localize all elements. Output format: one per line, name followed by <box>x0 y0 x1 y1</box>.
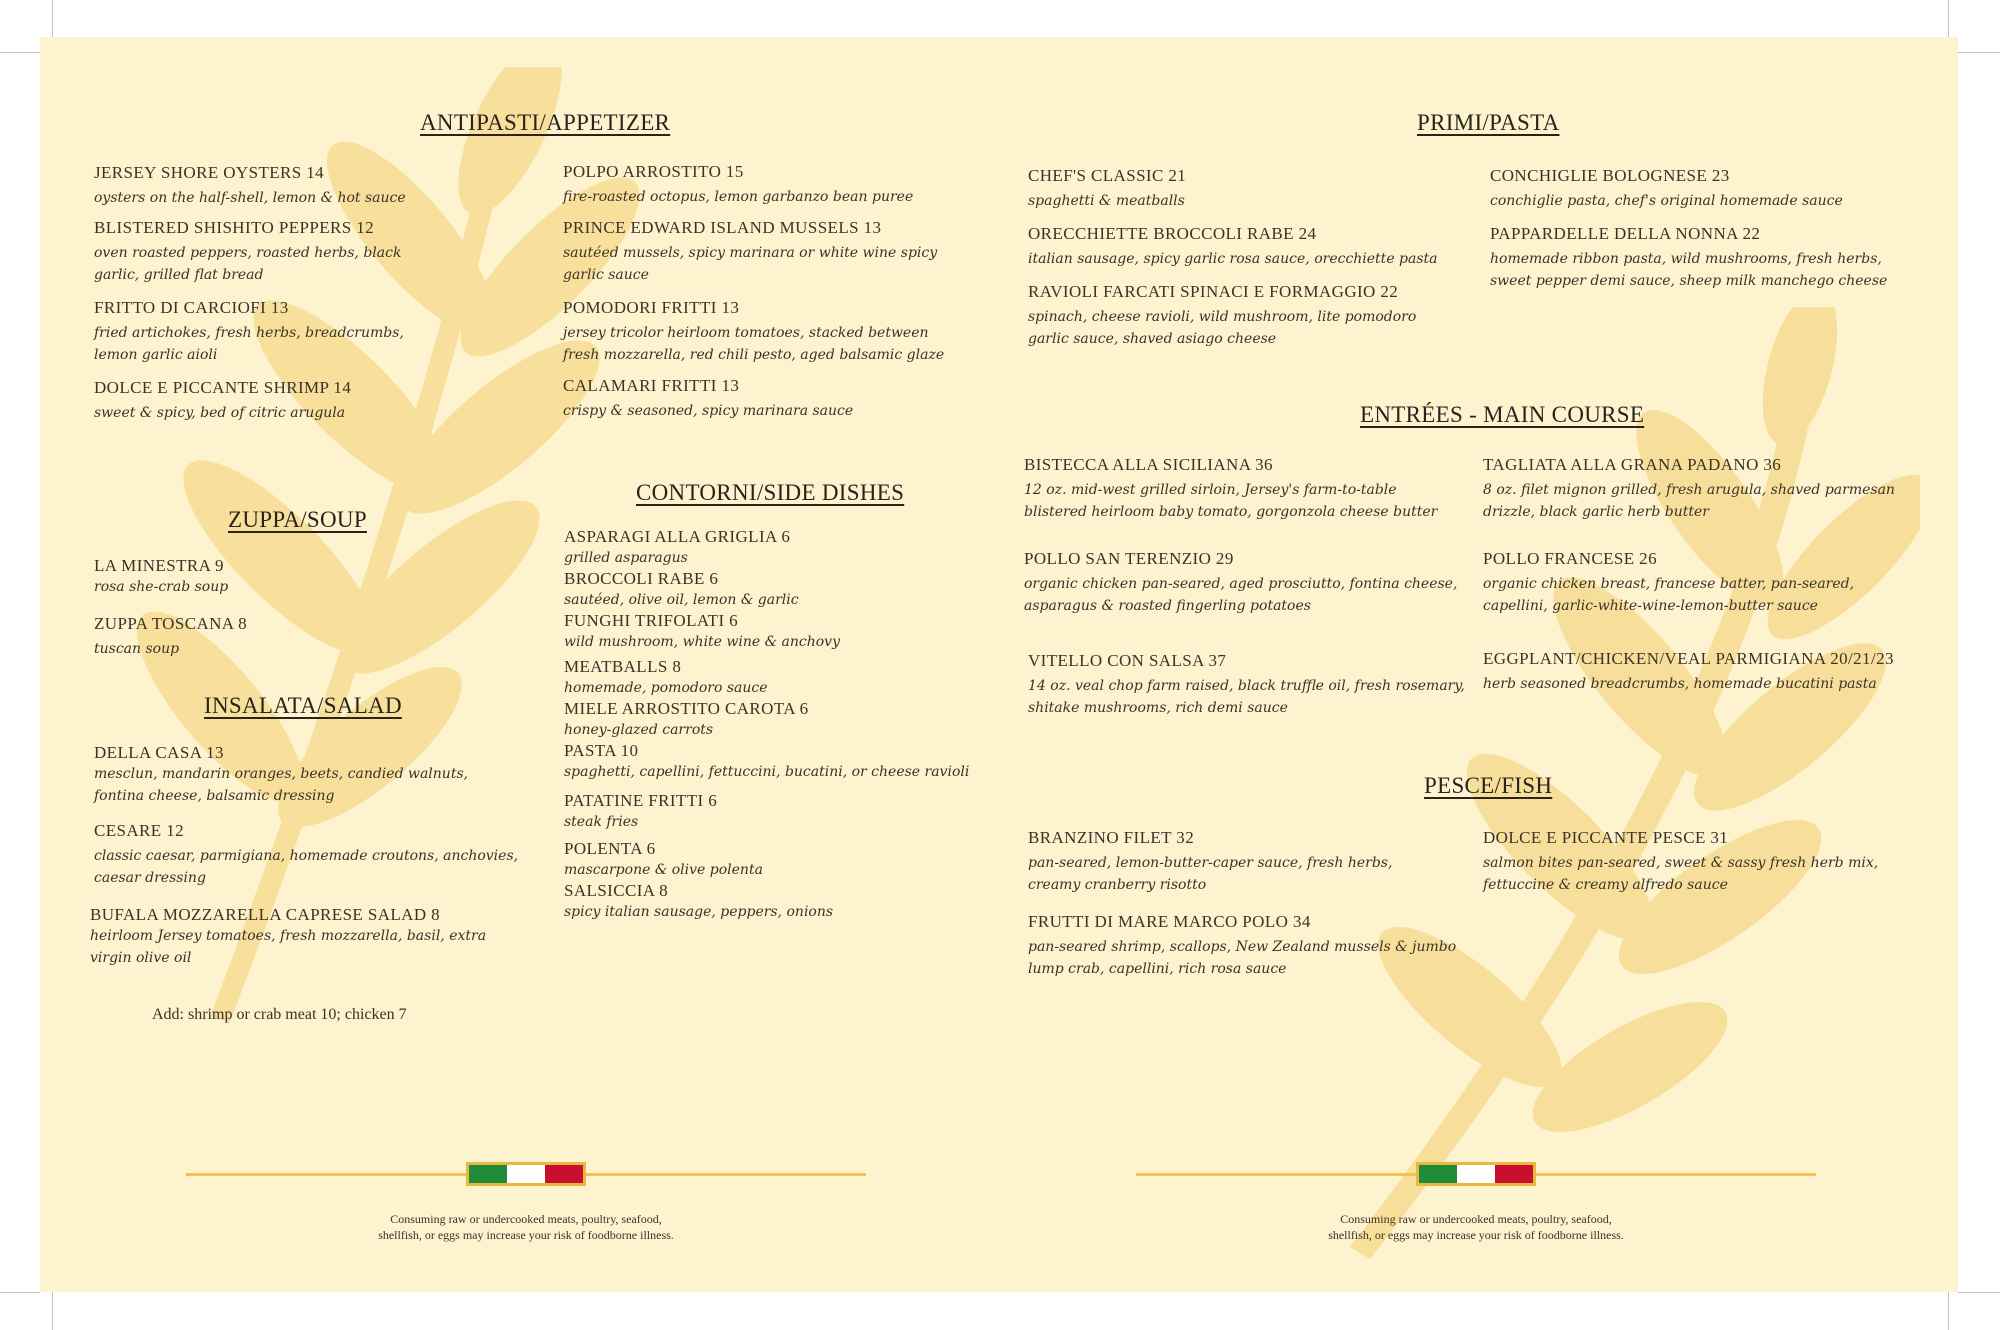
item-name: CALAMARI FRITTI 13 <box>563 376 740 395</box>
item-description: oysters on the half-shell, lemon & hot sauce <box>94 190 406 206</box>
warning-line: Consuming raw or undercooked meats, poultry, seafood, <box>390 1212 662 1226</box>
menu-item <box>1028 166 1458 212</box>
food-safety-warning <box>316 1211 736 1243</box>
item-name: PASTA 10 <box>564 741 639 760</box>
menu-item <box>564 881 1004 923</box>
menu-item <box>90 905 524 969</box>
menu-item <box>564 699 1004 741</box>
crop-mark <box>52 0 53 37</box>
item-description: heirloom Jersey tomatoes, fresh mozzarella, basil, extra virgin olive oil <box>90 928 487 966</box>
item-name: BLISTERED SHISHITO PEPPERS 12 <box>94 218 375 237</box>
item-name: TAGLIATA ALLA GRANA PADANO 36 <box>1483 455 1782 474</box>
item-description: spicy italian sausage, peppers, onions <box>564 904 834 920</box>
item-name: PRINCE EDWARD ISLAND MUSSELS 13 <box>563 218 882 237</box>
item-name: RAVIOLI FARCATI SPINACI E FORMAGGIO 22 <box>1028 282 1399 301</box>
menu-item <box>563 298 983 366</box>
menu-item <box>1028 224 1458 270</box>
item-name: EGGPLANT/CHICKEN/VEAL PARMIGIANA 20/21/23 <box>1483 649 1894 668</box>
add-protein-note: Add: shrimp or crab meat 10; chicken 7 <box>152 1006 407 1023</box>
item-description: spaghetti & meatballs <box>1028 193 1185 209</box>
item-name: CESARE 12 <box>94 821 185 840</box>
menu-item <box>1483 549 1913 617</box>
menu-item <box>563 376 983 422</box>
menu-item <box>1483 649 1913 695</box>
italian-flag-icon <box>466 1162 586 1186</box>
section-title-zuppa: ZUPPA/SOUP <box>228 507 367 532</box>
item-name: DELLA CASA 13 <box>94 743 224 762</box>
flag-white-stripe <box>507 1165 545 1183</box>
flag-red-stripe <box>1495 1165 1533 1183</box>
item-description: homemade, pomodoro sauce <box>564 680 768 696</box>
menu-item <box>94 163 524 209</box>
menu-item <box>1024 549 1464 617</box>
item-description: pan-seared, lemon-butter-caper sauce, fresh herbs, creamy cranberry risotto <box>1028 855 1393 893</box>
item-name: BISTECCA ALLA SICILIANA 36 <box>1024 455 1273 474</box>
item-name: PATATINE FRITTI 6 <box>564 791 718 810</box>
pesce-col1 <box>1028 828 1468 980</box>
section-title-primi: PRIMI/PASTA <box>1417 110 1560 135</box>
menu-item <box>94 614 474 660</box>
menu-item <box>1483 455 1913 523</box>
menu-item <box>564 839 1004 881</box>
item-description: 14 oz. veal chop farm raised, black truffle oil, fresh rosemary, shitake mushrooms, rich demi sauce <box>1028 678 1465 716</box>
item-name: CONCHIGLIE BOLOGNESE 23 <box>1490 166 1730 185</box>
item-description: mesclun, mandarin oranges, beets, candied walnuts, fontina cheese, balsamic dressing <box>94 766 469 804</box>
item-description: sautéed, olive oil, lemon & garlic <box>564 592 799 608</box>
menu-item <box>1490 166 1900 212</box>
item-description: 8 oz. filet mignon grilled, fresh arugula, shaved parmesan drizzle, black garlic herb butter <box>1483 482 1895 520</box>
item-description: spinach, cheese ravioli, wild mushroom, lite pomodoro garlic sauce, shaved asiago cheese <box>1028 309 1417 347</box>
primi-col1 <box>1028 166 1458 350</box>
item-description: conchiglie pasta, chef's original homemade sauce <box>1490 193 1843 209</box>
flag-red-stripe <box>545 1165 583 1183</box>
item-name: JERSEY SHORE OYSTERS 14 <box>94 163 325 182</box>
item-description: jersey tricolor heirloom tomatoes, stacked between fresh mozzarella, red chili pesto, aged balsamic glaze <box>563 325 945 363</box>
item-name: SALSICCIA 8 <box>564 881 669 900</box>
item-description: spaghetti, capellini, fettuccini, bucatini, or cheese ravioli <box>564 764 970 780</box>
item-name: POLPO ARROSTITO 15 <box>563 162 744 181</box>
crop-mark <box>1948 1292 1949 1330</box>
item-name: POLLO FRANCESE 26 <box>1483 549 1657 568</box>
menu-item <box>94 556 474 598</box>
menu-item <box>564 527 1004 569</box>
flag-green-stripe <box>1419 1165 1457 1183</box>
insalata-list <box>90 743 524 969</box>
zuppa-list <box>94 556 474 660</box>
antipasti-col2 <box>563 162 983 422</box>
item-name: ASPARAGI ALLA GRIGLIA 6 <box>564 527 791 546</box>
item-description: rosa she-crab soup <box>94 579 229 595</box>
crop-mark <box>1958 1292 2000 1293</box>
item-description: honey-glazed carrots <box>564 722 714 738</box>
menu-item <box>564 657 1004 699</box>
item-description: herb seasoned breadcrumbs, homemade bucatini pasta <box>1483 676 1877 692</box>
antipasti-col1 <box>94 163 524 424</box>
section-title-antipasti: ANTIPASTI/APPETIZER <box>420 110 671 135</box>
item-description: grilled asparagus <box>564 550 688 566</box>
item-description: wild mushroom, white wine & anchovy <box>564 634 841 650</box>
menu-item <box>564 741 1004 783</box>
wheat-watermark-right-icon <box>1280 307 1920 1267</box>
italian-flag-icon <box>1416 1162 1536 1186</box>
menu-item <box>94 743 524 807</box>
menu-item <box>1483 828 1903 896</box>
item-name: ZUPPA TOSCANA 8 <box>94 614 248 633</box>
item-name: POLLO SAN TERENZIO 29 <box>1024 549 1234 568</box>
menu-item <box>1490 224 1900 292</box>
crop-mark <box>0 52 40 53</box>
item-description: salmon bites pan-seared, sweet & sassy fresh herb mix, fettuccine & creamy alfredo sauce <box>1483 855 1879 893</box>
menu-item <box>94 821 524 889</box>
item-name: BUFALA MOZZARELLA CAPRESE SALAD 8 <box>90 905 441 924</box>
menu-item <box>1028 912 1468 980</box>
section-title-insalata: INSALATA/SALAD <box>204 693 402 718</box>
item-name: DOLCE E PICCANTE SHRIMP 14 <box>94 378 352 397</box>
flag-green-stripe <box>469 1165 507 1183</box>
item-name: BRANZINO FILET 32 <box>1028 828 1195 847</box>
menu-item <box>94 218 524 286</box>
crop-mark <box>52 1292 53 1330</box>
item-description: italian sausage, spicy garlic rosa sauce, orecchiette pasta <box>1028 251 1438 267</box>
item-name: CHEF'S CLASSIC 21 <box>1028 166 1187 185</box>
section-title-contorni: CONTORNI/SIDE DISHES <box>636 480 905 505</box>
menu-item <box>563 218 983 286</box>
menu-sheet <box>40 37 1958 1292</box>
item-description: tuscan soup <box>94 641 180 657</box>
item-name: FRUTTI DI MARE MARCO POLO 34 <box>1028 912 1311 931</box>
menu-item <box>564 791 1004 833</box>
flag-white-stripe <box>1457 1165 1495 1183</box>
menu-item <box>1028 828 1468 896</box>
item-name: POMODORI FRITTI 13 <box>563 298 740 317</box>
menu-item <box>94 298 524 366</box>
menu-item <box>564 611 1004 653</box>
item-description: fried artichokes, fresh herbs, breadcrumbs, lemon garlic aioli <box>94 325 404 363</box>
item-name: LA MINESTRA 9 <box>94 556 224 575</box>
section-title-pesce: PESCE/FISH <box>1424 773 1553 798</box>
item-name: MIELE ARROSTITO CAROTA 6 <box>564 699 809 718</box>
menu-item <box>1024 455 1464 523</box>
item-name: FUNGHI TRIFOLATI 6 <box>564 611 739 630</box>
menu-item <box>1028 282 1458 350</box>
item-name: VITELLO CON SALSA 37 <box>1028 651 1227 670</box>
crop-mark <box>0 1292 40 1293</box>
item-name: BROCCOLI RABE 6 <box>564 569 719 588</box>
item-name: POLENTA 6 <box>564 839 656 858</box>
crop-mark <box>1958 52 2000 53</box>
warning-line: shellfish, or eggs may increase your risk of foodborne illness. <box>1328 1228 1624 1242</box>
item-name: FRITTO DI CARCIOFI 13 <box>94 298 289 317</box>
menu-item <box>563 162 983 208</box>
item-description: pan-seared shrimp, scallops, New Zealand mussels & jumbo lump crab, capellini, rich rosa sauce <box>1028 939 1457 977</box>
pesce-col2 <box>1483 828 1903 896</box>
contorni-list <box>564 527 1004 923</box>
item-name: DOLCE E PICCANTE PESCE 31 <box>1483 828 1729 847</box>
entrees-col1 <box>1024 455 1464 719</box>
item-description: organic chicken breast, francese batter, pan-seared, capellini, garlic-white-wine-lemon-butter sauce <box>1483 576 1855 614</box>
item-description: steak fries <box>564 814 639 830</box>
item-description: sweet & spicy, bed of citric arugula <box>94 405 346 421</box>
menu-item <box>94 378 524 424</box>
item-description: classic caesar, parmigiana, homemade croutons, anchovies, caesar dressing <box>94 848 519 886</box>
item-description: fire-roasted octopus, lemon garbanzo bean puree <box>563 189 914 205</box>
item-name: ORECCHIETTE BROCCOLI RABE 24 <box>1028 224 1317 243</box>
item-description: sautéed mussels, spicy marinara or white wine spicy garlic sauce <box>563 245 938 283</box>
primi-col2 <box>1490 166 1900 292</box>
crop-mark <box>1948 0 1949 37</box>
item-description: crispy & seasoned, spicy marinara sauce <box>563 403 854 419</box>
warning-line: Consuming raw or undercooked meats, poultry, seafood, <box>1340 1212 1612 1226</box>
item-description: homemade ribbon pasta, wild mushrooms, fresh herbs, sweet pepper demi sauce, sheep milk manchego cheese <box>1490 251 1888 289</box>
section-title-entrees: ENTRÉES - MAIN COURSE <box>1360 402 1645 427</box>
food-safety-warning <box>1266 1211 1686 1243</box>
entrees-col2 <box>1483 455 1913 695</box>
item-name: MEATBALLS 8 <box>564 657 682 676</box>
item-name: PAPPARDELLE DELLA NONNA 22 <box>1490 224 1761 243</box>
item-description: 12 oz. mid-west grilled sirloin, Jersey's farm-to-table blistered heirloom baby tomato, gorgonzola cheese butter <box>1024 482 1438 520</box>
menu-item <box>564 569 1004 611</box>
item-description: oven roasted peppers, roasted herbs, black garlic, grilled flat bread <box>94 245 402 283</box>
item-description: organic chicken pan-seared, aged prosciutto, fontina cheese, asparagus & roasted fingerling potatoes <box>1024 576 1458 614</box>
menu-item <box>1028 651 1464 719</box>
warning-line: shellfish, or eggs may increase your risk of foodborne illness. <box>378 1228 674 1242</box>
item-description: mascarpone & olive polenta <box>564 862 763 878</box>
